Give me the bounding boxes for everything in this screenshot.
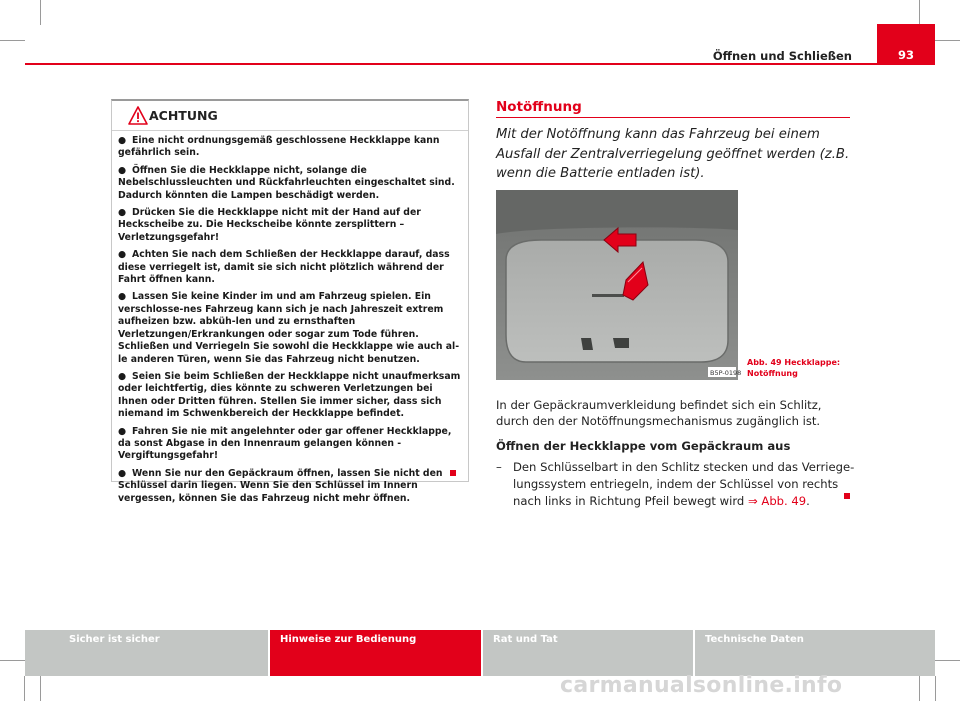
header-rule: [25, 63, 935, 65]
crop-mark: [0, 40, 25, 41]
step-dash: –: [496, 460, 502, 474]
crop-mark: [0, 660, 25, 661]
footer-tab-sicher-ist-sicher[interactable]: [25, 630, 268, 676]
subheading: Öffnen der Heckklappe vom Gepäckraum aus: [496, 439, 791, 453]
instruction-step: [496, 459, 856, 510]
warning-item: ● Drücken Sie die Heckklappe nicht mit der Hand auf der Heckscheibe zu. Die Heckscheibe könnte zersplittern – Verletzungsgefahr!: [118, 207, 421, 243]
footer-tab-rat-und-tat[interactable]: [483, 630, 693, 676]
section-rule: [496, 117, 850, 118]
crop-mark: [919, 0, 920, 25]
crop-mark: [935, 40, 960, 41]
warning-item: ● Eine nicht ordnungsgemäß geschlossene Heckklappe kann gefährlich sein.: [118, 135, 440, 159]
footer-tab-label: Sicher ist sicher: [69, 634, 160, 645]
footer-tab-hinweise-zur-bedienung[interactable]: [270, 630, 481, 676]
crop-mark: [935, 676, 936, 701]
footer-tab-label: Technische Daten: [705, 634, 804, 645]
crop-mark: [919, 676, 920, 701]
figure-caption-line: Abb. 49 Heckklappe:: [747, 358, 841, 367]
warning-item: ● Fahren Sie nie mit angelehnter oder gar offener Heckklappe, da sonst Abgase in den Innenraum gelangen können - Vergiftungsgefahr!: [118, 425, 452, 462]
crop-mark: [40, 0, 41, 25]
section-end-marker: [844, 493, 850, 499]
step-end: .: [806, 494, 810, 508]
crop-mark: [24, 676, 25, 701]
page-number: 93: [897, 48, 914, 62]
section-title: Notöffnung: [496, 99, 582, 115]
page-number-box: [877, 24, 935, 65]
watermark: carmanualsonline.info: [560, 673, 843, 698]
crop-mark: [40, 676, 41, 701]
warning-item: ● Seien Sie beim Schließen der Heckklappe nicht unaufmerksam oder leichtfertig, dies könnte zu schweren Verletzungen bei Ihnen oder Dritten führen. Stellen Sie immer sicher, dass sich niemand im Schwenkbereich der Heckklappe befindet.: [118, 370, 461, 420]
body-paragraph: In der Gepäckraumverkleidung befindet sich ein Schlitz, durch den der Notöffnungsmechanismus zugänglich ist.: [496, 398, 822, 428]
figure-code: B5P-0198: [710, 369, 742, 377]
warning-item: ● Lassen Sie keine Kinder im und am Fahrzeug spielen. Ein verschlosse-nes Fahrzeug kann sich je nach Jahreszeit extrem aufheizen bzw. abküh-len und zu ernsthaften Verletzungen/Erkrankungen oder sogar zum Tode führen. Schließen und Verriegeln Sie sowohl die Heckklappe wie auch al-le anderen Türen, wenn Sie das Fahrzeug nicht benutzen.: [118, 291, 460, 365]
footer-tab-label: Rat und Tat: [493, 634, 558, 645]
warning-title: ACHTUNG: [149, 108, 218, 123]
page-header-title: Öffnen und Schließen: [712, 49, 852, 63]
warning-item: ● Achten Sie nach dem Schließen der Heckklappe darauf, dass diese verriegelt ist, damit sie sich nicht plötzlich während der Fahrt öffnen kann.: [118, 249, 450, 286]
section-end-marker: [450, 470, 456, 476]
warning-box: [111, 99, 469, 504]
warning-header: [112, 101, 468, 131]
crop-mark: [935, 660, 960, 661]
trunk-lining-illustration: [496, 190, 742, 380]
figure-caption-line: Notöffnung: [747, 369, 798, 378]
warning-list: [118, 135, 462, 510]
warning-item: ● Wenn Sie nur den Gepäckraum öffnen, lassen Sie nicht den Schlüssel darin liegen. Wenn Sie den Schlüssel im Innern vergessen, können Sie das Fahrzeug nicht mehr öffnen.: [118, 467, 443, 504]
section-intro: Mit der Notöffnung kann das Fahrzeug bei einem Ausfall der Zentralverriegelung geöffnet werden (z.B. wenn die Batterie entladen ist).: [496, 127, 850, 181]
figure-image: [496, 190, 742, 380]
figure-caption: [747, 357, 840, 379]
figure-reference-link[interactable]: ⇒ Abb. 49: [747, 494, 807, 508]
step-text: Den Schlüsselbart in den Schlitz stecken und das Verriege-lungssystem entriegeln, indem der Schlüssel von rechts nach links in Richtung Pfeil bewegt wird: [513, 460, 855, 508]
footer-tab-label: Hinweise zur Bedienung: [280, 634, 417, 645]
warning-item: ● Öffnen Sie die Heckklappe nicht, solange die Nebelschlussleuchten und Rückfahrleuchten eingeschaltet sind. Dadurch könnten die Lampen beschädigt werden.: [118, 164, 455, 201]
warning-triangle-icon: [128, 106, 148, 125]
footer-tab-technische-daten[interactable]: [695, 630, 935, 676]
